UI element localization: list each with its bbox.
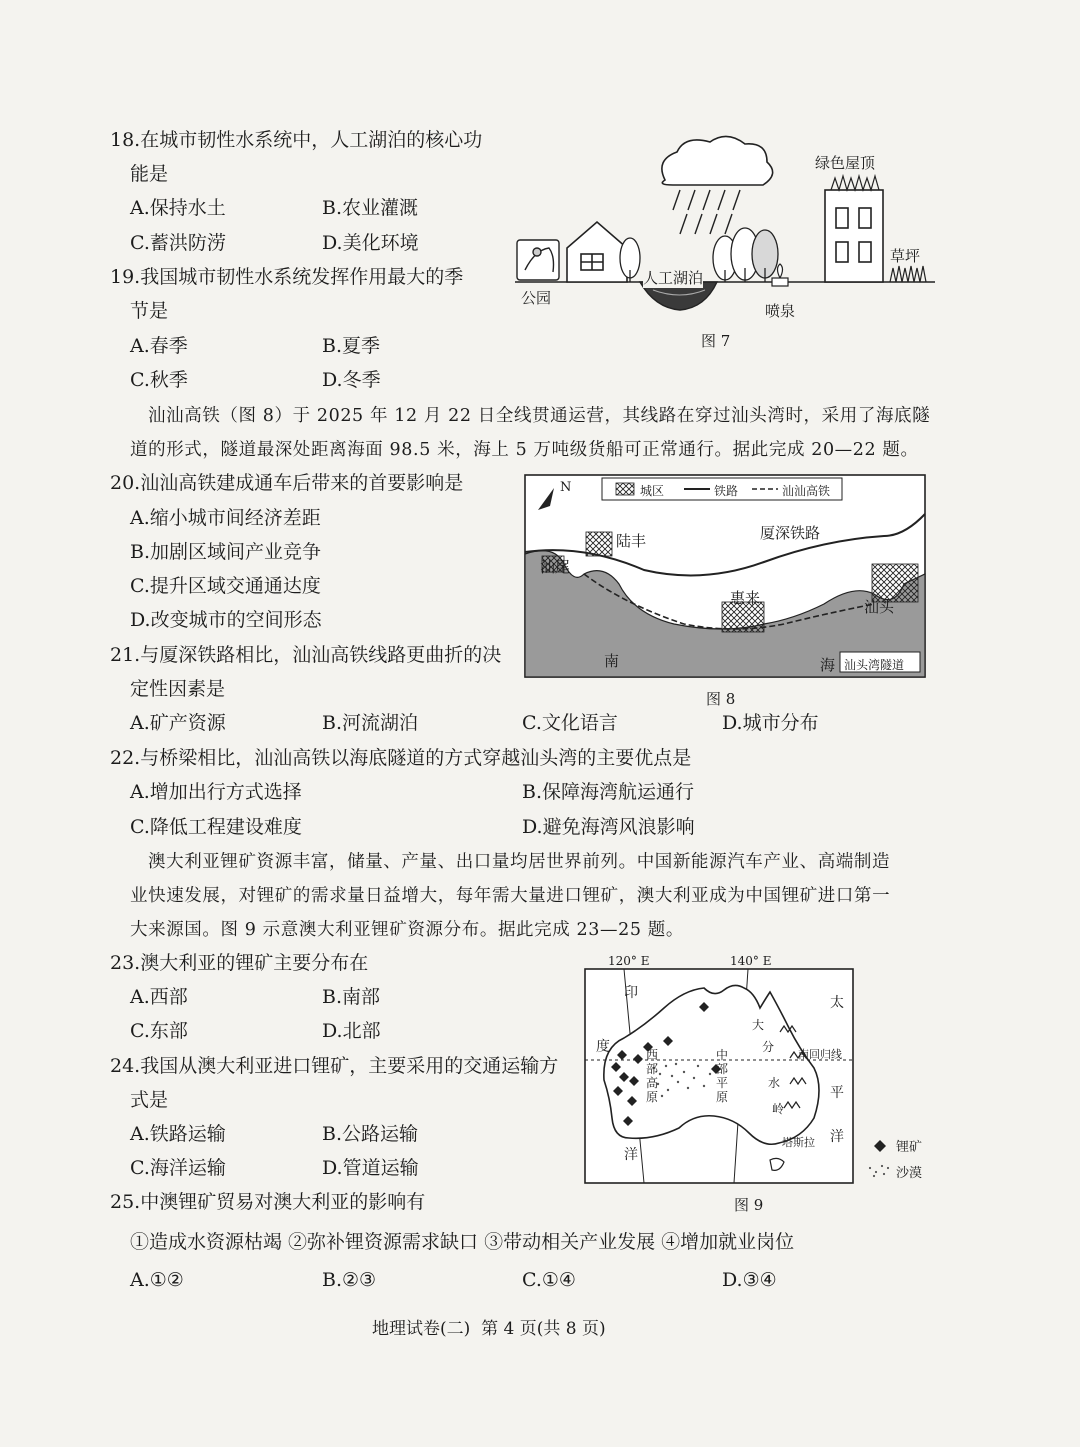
intro1-line1: 汕汕高铁（图 8）于 2025 年 12 月 22 日全线贯通运营，其线路在穿过汕头湾时，采用了海底隧 (148, 406, 931, 426)
rain-icon (673, 190, 740, 234)
fig7-park-label: 公园 (521, 289, 552, 307)
q19-stem-line1: 19.我国城市韧性水系统发挥作用最大的季 (110, 266, 464, 288)
fig8-hai-label: 海 (820, 656, 836, 674)
q19-option-b: B.夏季 (322, 335, 381, 357)
fig9-divide-range-char4: 岭 (772, 1102, 785, 1116)
figure-8 (524, 474, 926, 710)
figure-7 (505, 130, 945, 360)
q25-option-b: B.②③ (322, 1269, 377, 1291)
q20-stem: 20.汕汕高铁建成通车后带来的首要影响是 (110, 472, 464, 494)
fig9-central-plain-char4: 原 (716, 1090, 729, 1104)
q22-stem: 22.与桥梁相比，汕汕高铁以海底隧道的方式穿越汕头湾的主要优点是 (110, 747, 692, 769)
fig9-central-plain-char3: 平 (716, 1076, 729, 1090)
q24-stem-line1: 24.我国从澳大利亚进口锂矿，主要采用的交通运输方 (110, 1055, 559, 1077)
fig9-ping-label: 平 (830, 1085, 844, 1101)
fig7-caption: 图 7 (701, 332, 731, 350)
q20-option-d: D.改变城市的空间形态 (130, 609, 322, 631)
fig9-du-label: 度 (596, 1039, 610, 1055)
q22-option-a: A.增加出行方式选择 (130, 781, 302, 803)
q19-option-a: A.春季 (130, 335, 188, 357)
q18-option-a: A.保持水土 (130, 197, 226, 219)
fig9-yin-label: 印 (624, 985, 638, 1001)
fig7-green-roof-label: 绿色屋顶 (815, 154, 876, 172)
fig7-lawn-label: 草坪 (890, 247, 921, 265)
fig9-legend-desert: 沙漠 (896, 1166, 923, 1181)
q18-option-b: B.农业灌溉 (322, 197, 419, 219)
fig9-legend-lithium: 锂矿 (896, 1140, 923, 1155)
q22-option-d: D.避免海湾风浪影响 (522, 816, 695, 838)
fig9-central-plain-char2: 部 (716, 1062, 729, 1076)
q24-option-c: C.海洋运输 (130, 1157, 226, 1179)
q22-option-c: C.降低工程建设难度 (130, 816, 302, 838)
q19-option-c: C.秋季 (130, 369, 188, 391)
cloud-icon (662, 136, 773, 185)
fig9-tai-label: 太 (830, 995, 844, 1011)
figure-9 (584, 954, 944, 1218)
q19-option-d: D.冬季 (322, 369, 381, 391)
fig8-legend-urban: 城区 (640, 484, 665, 498)
q25-option-c: C.①④ (522, 1269, 576, 1291)
fig9-divide-range-char1: 大 (752, 1018, 765, 1032)
fig8-legend-hsr: 汕汕高铁 (782, 484, 831, 498)
fig9-tropic-label: 南回归线 (798, 1048, 842, 1061)
q23-option-c: C.东部 (130, 1020, 188, 1042)
fig9-divide-range-char3: 水 (768, 1076, 781, 1090)
q25-statements: ①造成水资源枯竭 ②弥补锂资源需求缺口 ③带动相关产业发展 ④增加就业岗位 (130, 1231, 795, 1253)
q20-option-c: C.提升区域交通通达度 (130, 575, 321, 597)
q18-option-c: C.蓄洪防涝 (130, 232, 226, 254)
q18-option-d: D.美化环境 (322, 232, 419, 254)
lawn-icon (890, 266, 926, 282)
q21-option-c: C.文化语言 (522, 712, 618, 734)
fig9-divide-range-char2: 分 (762, 1040, 775, 1054)
q18-stem-line2: 能是 (130, 163, 169, 185)
fig8-huilai-label: 惠来 (730, 589, 761, 607)
intro2-line1: 澳大利亚锂矿资源丰富，储量、产量、出口量均居世界前列。中国新能源汽车产业、高端制造 (148, 852, 891, 872)
fig8-caption: 图 8 (706, 690, 736, 708)
intro2-line2: 业快速发展，对锂矿的需求量日益增大，每年需大量进口锂矿，澳大利亚成为中国锂矿进口第一 (130, 886, 891, 906)
q19-stem-line2: 节是 (130, 300, 169, 322)
fig9-central-plain-char1: 中 (716, 1048, 729, 1062)
fig8-north-label: N (560, 480, 572, 495)
intro2-line3: 大来源国。图 9 示意澳大利亚锂矿资源分布。据此完成 23—25 题。 (130, 920, 684, 940)
fig9-lon120-label: 120° E (608, 954, 650, 968)
fig9-west-plateau-char1: 西 (646, 1048, 659, 1062)
q24-option-a: A.铁路运输 (130, 1123, 226, 1145)
q20-option-b: B.加剧区域间产业竞争 (130, 541, 322, 563)
q23-stem: 23.澳大利亚的锂矿主要分布在 (110, 952, 369, 974)
fig9-yang-label: 洋 (624, 1147, 638, 1163)
q22-option-b: B.保障海湾航运通行 (522, 781, 695, 803)
q23-option-b: B.南部 (322, 986, 381, 1008)
green-roof-icon (831, 176, 879, 190)
park-icon (517, 240, 559, 280)
fig7-lake-label: 人工湖泊 (643, 269, 704, 287)
q21-option-b: B.河流湖泊 (322, 712, 419, 734)
figure-8-map (524, 474, 926, 678)
house-icon (567, 222, 627, 282)
q21-option-d: D.城市分布 (722, 712, 819, 734)
q25-stem: 25.中澳锂矿贸易对澳大利亚的影响有 (110, 1191, 426, 1213)
fig8-shanwei-label: 汕尾 (540, 558, 571, 576)
fig9-lon140-label: 140° E (730, 954, 772, 968)
fig7-fountain-label: 喷泉 (765, 302, 796, 320)
fig9-west-plateau-char4: 原 (646, 1090, 659, 1104)
figure-7-illustration (505, 130, 945, 360)
fig8-legend-rail: 铁路 (714, 484, 739, 498)
q20-option-a: A.缩小城市间经济差距 (130, 507, 321, 529)
fig8-tunnel-label: 汕头湾隧道 (844, 658, 905, 672)
q23-option-d: D.北部 (322, 1020, 381, 1042)
q25-option-d: D.③④ (722, 1269, 777, 1291)
figure-9-map (584, 968, 944, 1188)
q23-option-a: A.西部 (130, 986, 188, 1008)
q21-stem-line2: 定性因素是 (130, 678, 226, 700)
q25-option-a: A.①② (130, 1269, 184, 1291)
q24-stem-line2: 式是 (130, 1089, 169, 1111)
page-footer: 地理试卷(二) 第 4 页(共 8 页) (372, 1319, 606, 1339)
fig8-shantou-label: 汕头 (864, 598, 895, 616)
q21-stem-line1: 21.与厦深铁路相比，汕汕高铁线路更曲折的决 (110, 644, 502, 666)
fig9-tasmania-label: 塔斯拉 (782, 1136, 815, 1149)
building-icon (825, 190, 883, 282)
fig8-lufeng-label: 陆丰 (616, 532, 647, 550)
intro1-line2: 道的形式，隧道最深处距离海面 98.5 米，海上 5 万吨级货船可正常通行。据此完成 20—22 题。 (130, 440, 919, 460)
q24-option-b: B.公路运输 (322, 1123, 419, 1145)
q24-option-d: D.管道运输 (322, 1157, 419, 1179)
q18-stem-line1: 18.在城市韧性水系统中，人工湖泊的核心功 (110, 129, 483, 151)
q21-option-a: A.矿产资源 (130, 712, 226, 734)
fig9-yang2-label: 洋 (830, 1129, 844, 1145)
fig9-caption: 图 9 (734, 1196, 764, 1214)
fig9-west-plateau-char3: 高 (646, 1076, 659, 1090)
fig9-west-plateau-char2: 部 (646, 1062, 659, 1076)
fig8-xiashen-label: 厦深铁路 (760, 524, 821, 542)
fig8-nan-label: 南 (604, 652, 620, 670)
